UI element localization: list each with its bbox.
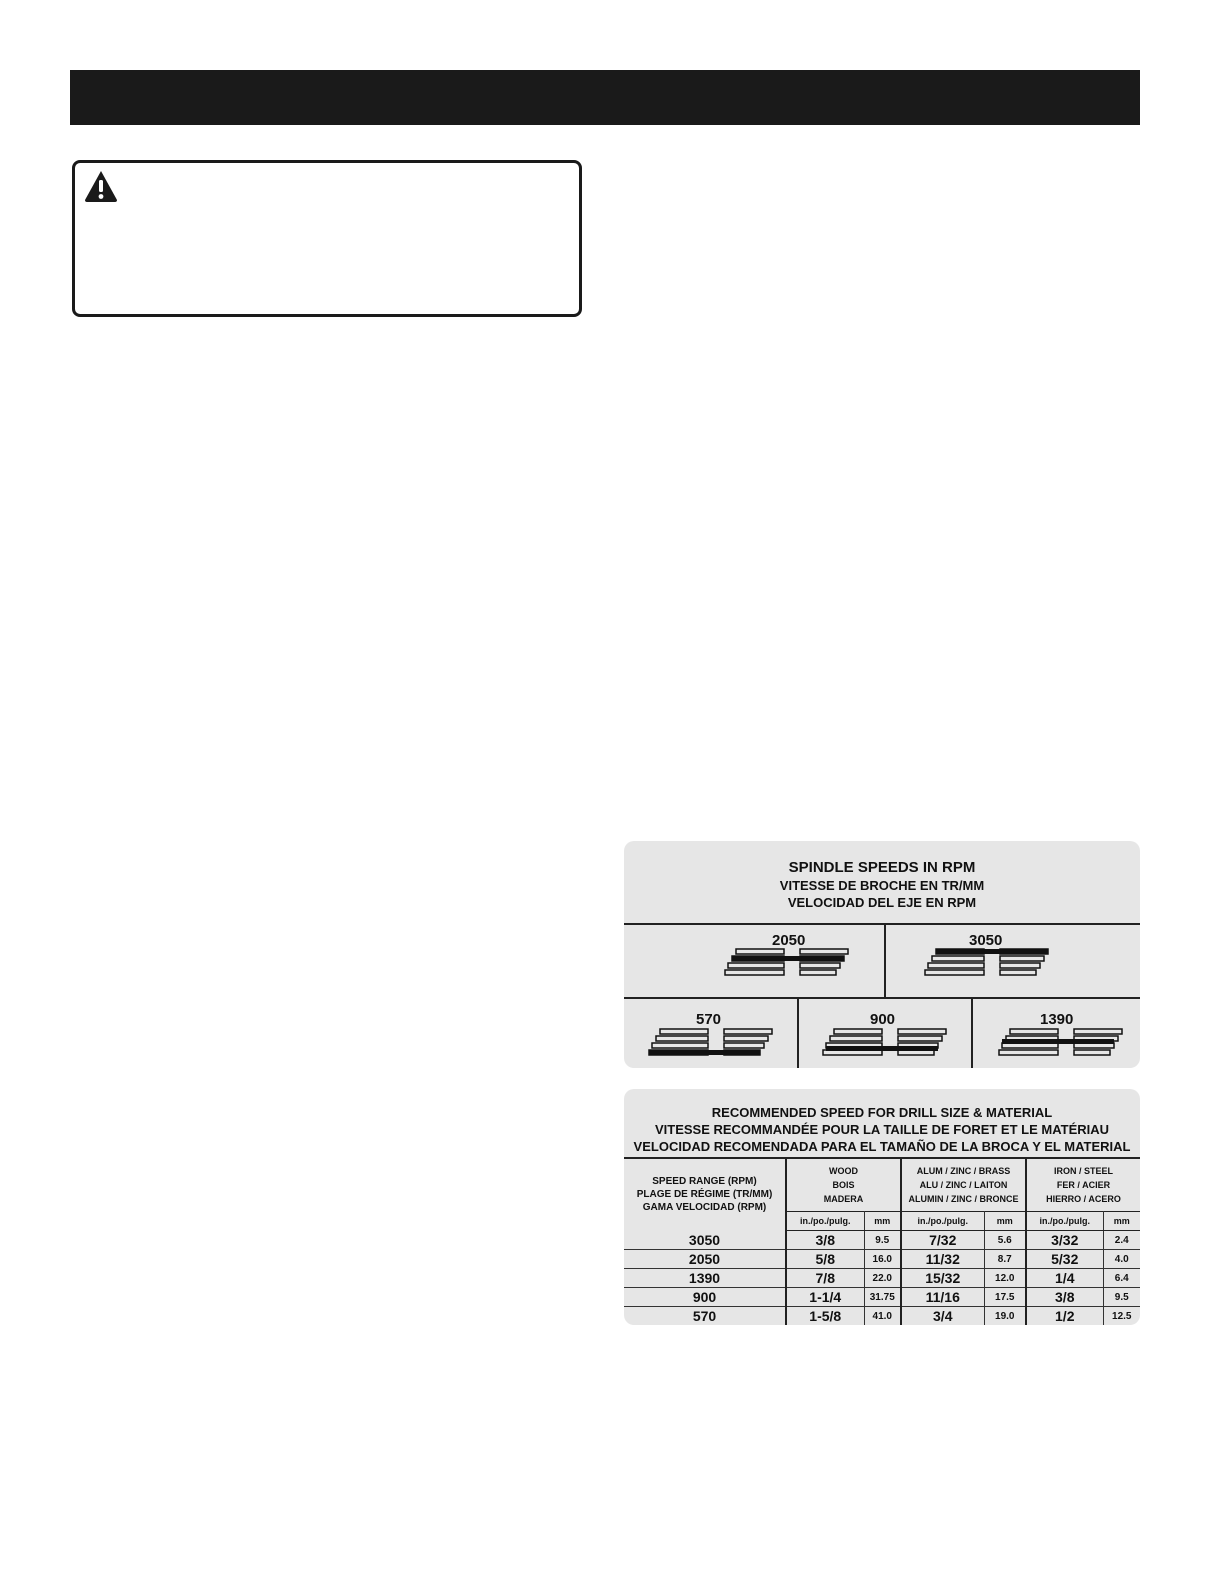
- unit-in: in./po./pulg.: [1026, 1212, 1103, 1231]
- recommended-speed-panel: [624, 1089, 1140, 1325]
- speed-label: 570: [696, 1011, 722, 1028]
- unit-mm: mm: [984, 1212, 1026, 1231]
- warning-box: [72, 160, 582, 317]
- section-header-bar: [70, 70, 1140, 125]
- speed-label: 3050: [969, 932, 1003, 949]
- speed-label: 900: [870, 1011, 896, 1028]
- alum-zinc-brass-header: ALUM / ZINC / BRASS ALU / ZINC / LAITON ALUMIN / ZINC / BRONCE: [901, 1158, 1026, 1212]
- belt-pulley-diagram: [822, 1027, 952, 1057]
- table-row: 2050 5/8 16.0 11/32 8.7 5/32 4.0: [624, 1250, 1140, 1269]
- recommended-speed-title: RECOMMENDED SPEED FOR DRILL SIZE & MATERIAL VITESSE RECOMMANDÉE POUR LA TAILLE DE FORET ET LE MATÉRIAU VELOCIDAD RECOMENDADA PARA EL TAMAÑO DE LA BROCA Y EL MATERIAL: [633, 1105, 1131, 1154]
- speed-label: 2050: [772, 932, 806, 949]
- warning-triangle-icon: [83, 169, 119, 203]
- unit-in: in./po./pulg.: [901, 1212, 984, 1231]
- table-row: 3050 3/8 9.5 7/32 5.6 3/32 2.4: [624, 1231, 1140, 1250]
- unit-mm: mm: [864, 1212, 901, 1231]
- table-header-row: [624, 1158, 1140, 1212]
- speed-range-header: SPEED RANGE (RPM) PLAGE DE RÉGIME (TR/MM) GAMA VELOCIDAD (RPM): [624, 1158, 786, 1231]
- unit-mm: mm: [1103, 1212, 1140, 1231]
- spindle-speeds-panel: [624, 841, 1140, 1068]
- belt-pulley-diagram: [648, 1027, 778, 1057]
- iron-steel-header: IRON / STEEL FER / ACIER HIERRO / ACERO: [1026, 1158, 1140, 1212]
- speed-label: 1390: [1040, 1011, 1074, 1028]
- wood-header: WOOD BOIS MADERA: [786, 1158, 901, 1212]
- belt-pulley-diagram: [724, 947, 854, 977]
- table-row: 900 1-1/4 31.75 11/16 17.5 3/8 9.5: [624, 1288, 1140, 1307]
- belt-pulley-diagram: [924, 947, 1054, 977]
- table-row: 1390 7/8 22.0 15/32 12.0 1/4 6.4: [624, 1269, 1140, 1288]
- table-row: 570 1-5/8 41.0 3/4 19.0 1/2 12.5: [624, 1307, 1140, 1326]
- belt-pulley-diagram: [998, 1027, 1128, 1057]
- unit-in: in./po./pulg.: [786, 1212, 864, 1231]
- recommended-speed-table: [624, 1157, 1140, 1325]
- spindle-speeds-title: SPINDLE SPEEDS IN RPM VITESSE DE BROCHE EN TR/MM VELOCIDAD DEL EJE EN RPM: [779, 859, 985, 910]
